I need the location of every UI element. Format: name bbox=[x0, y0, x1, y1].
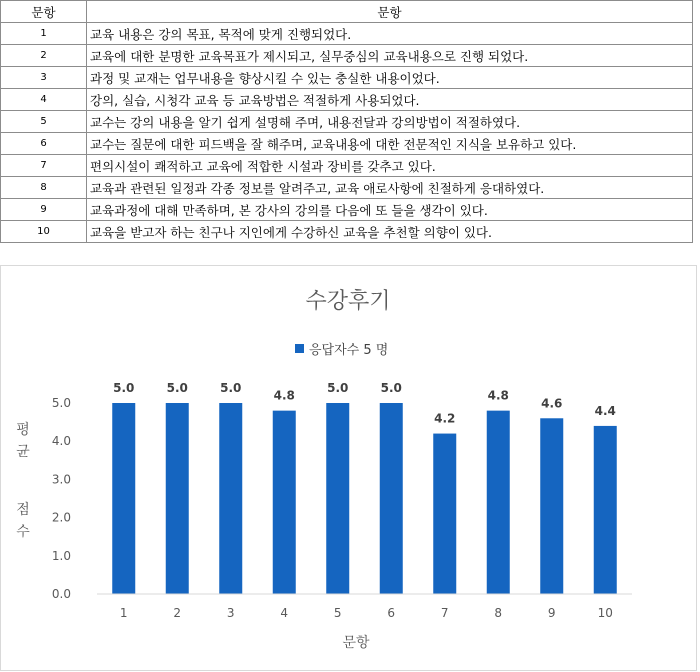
x-tick-label: 3 bbox=[226, 606, 235, 620]
y-axis-title-char: 평 bbox=[16, 422, 30, 438]
data-label: 4.2 bbox=[434, 411, 456, 426]
bar bbox=[219, 403, 242, 594]
bar bbox=[540, 418, 563, 594]
x-tick-label: 6 bbox=[387, 606, 396, 620]
bar bbox=[380, 403, 403, 594]
x-tick-label: 10 bbox=[597, 606, 613, 620]
chart-area bbox=[0, 265, 697, 671]
bar bbox=[112, 403, 135, 594]
table-row bbox=[1, 199, 693, 221]
row-text: 과정 및 교재는 업무내용을 향상시킬 수 있는 충실한 내용이었다. bbox=[87, 67, 693, 89]
table-row bbox=[1, 45, 693, 67]
row-text: 교수는 강의 내용을 알기 쉽게 설명해 주며, 내용전달과 강의방법이 적절하였다. bbox=[87, 111, 693, 133]
row-text: 교수는 질문에 대한 피드백을 잘 해주며, 교육내용에 대한 전문적인 지식을 보유하고 있다. bbox=[87, 133, 693, 155]
bar bbox=[433, 434, 456, 594]
y-tick-label: 0.0 bbox=[51, 587, 71, 601]
y-tick-label: 4.0 bbox=[51, 434, 71, 449]
x-tick-label: 2 bbox=[173, 606, 182, 620]
table-row bbox=[1, 89, 693, 111]
data-label: 4.8 bbox=[487, 388, 509, 403]
data-label: 5.0 bbox=[166, 381, 188, 395]
row-text: 교육과 관련된 일정과 각종 정보를 알려주고, 교육 애로사항에 친절하게 응대하였다. bbox=[87, 177, 693, 199]
bar-series bbox=[112, 403, 617, 594]
row-number: 9 bbox=[1, 199, 87, 221]
x-axis-ticks bbox=[120, 606, 613, 620]
bar bbox=[166, 403, 189, 594]
x-tick-label: 4 bbox=[280, 606, 289, 620]
bar bbox=[594, 426, 617, 594]
row-number: 5 bbox=[1, 111, 87, 133]
data-label: 5.0 bbox=[327, 381, 349, 395]
row-text: 교육 내용은 강의 목표, 목적에 맞게 진행되었다. bbox=[87, 23, 693, 45]
y-tick-label: 3.0 bbox=[51, 472, 71, 487]
bar bbox=[487, 411, 510, 594]
table-row bbox=[1, 177, 693, 199]
bar bbox=[326, 403, 349, 594]
table-row bbox=[1, 23, 693, 45]
bar bbox=[273, 411, 296, 594]
data-label: 5.0 bbox=[220, 381, 242, 395]
table-row bbox=[1, 111, 693, 133]
x-axis-title: 문항 bbox=[342, 635, 370, 651]
y-tick-label: 1.0 bbox=[51, 548, 71, 563]
row-text: 편의시설이 쾌적하고 교육에 적합한 시설과 장비를 갖추고 있다. bbox=[87, 155, 693, 177]
row-text: 교육에 대한 분명한 교육목표가 제시되고, 실무중심의 교육내용으로 진행 되었다. bbox=[87, 45, 693, 67]
data-label: 5.0 bbox=[113, 381, 135, 395]
legend-swatch bbox=[295, 344, 304, 353]
y-axis-title bbox=[16, 421, 30, 540]
row-number: 3 bbox=[1, 67, 87, 89]
row-text: 교육과정에 대해 만족하며, 본 강사의 강의를 다음에 또 들을 생각이 있다. bbox=[87, 199, 693, 221]
y-axis-title-char: 균 bbox=[16, 444, 30, 460]
row-number: 8 bbox=[1, 177, 87, 199]
row-text: 강의, 실습, 시청각 교육 등 교육방법은 적절하게 사용되었다. bbox=[87, 89, 693, 111]
row-number: 10 bbox=[1, 221, 87, 243]
x-tick-label: 8 bbox=[494, 606, 503, 620]
row-number: 1 bbox=[1, 23, 87, 45]
table-row bbox=[1, 133, 693, 155]
y-tick-label: 2.0 bbox=[51, 510, 71, 525]
table-header-row bbox=[1, 1, 693, 23]
survey-items-table bbox=[0, 0, 693, 243]
y-tick-label: 5.0 bbox=[51, 396, 71, 410]
data-label: 4.4 bbox=[594, 403, 616, 418]
row-text: 교육을 받고자 하는 친구나 지인에게 수강하신 교육을 추천할 의향이 있다. bbox=[87, 221, 693, 243]
table-row bbox=[1, 221, 693, 243]
x-tick-label: 1 bbox=[119, 606, 128, 620]
x-tick-label: 7 bbox=[440, 606, 449, 620]
header-item-number: 문항 bbox=[1, 1, 87, 23]
y-axis-ticks bbox=[52, 396, 71, 601]
legend-label: 응답자수 5 명 bbox=[309, 343, 389, 358]
table-row bbox=[1, 67, 693, 89]
data-label: 5.0 bbox=[380, 381, 402, 395]
x-tick-label: 9 bbox=[547, 606, 556, 620]
data-label: 4.6 bbox=[541, 396, 563, 411]
header-item-text: 문항 bbox=[87, 1, 693, 23]
data-label: 4.8 bbox=[273, 388, 295, 403]
y-axis-title-char: 점 bbox=[16, 502, 30, 518]
row-number: 4 bbox=[1, 89, 87, 111]
y-axis-title-char: 수 bbox=[16, 524, 30, 540]
row-number: 6 bbox=[1, 133, 87, 155]
x-tick-label: 5 bbox=[333, 606, 342, 620]
table-row bbox=[1, 155, 693, 177]
row-number: 2 bbox=[1, 45, 87, 67]
bar-chart bbox=[1, 266, 696, 670]
chart-title: 수강후기 bbox=[305, 289, 391, 314]
row-number: 7 bbox=[1, 155, 87, 177]
